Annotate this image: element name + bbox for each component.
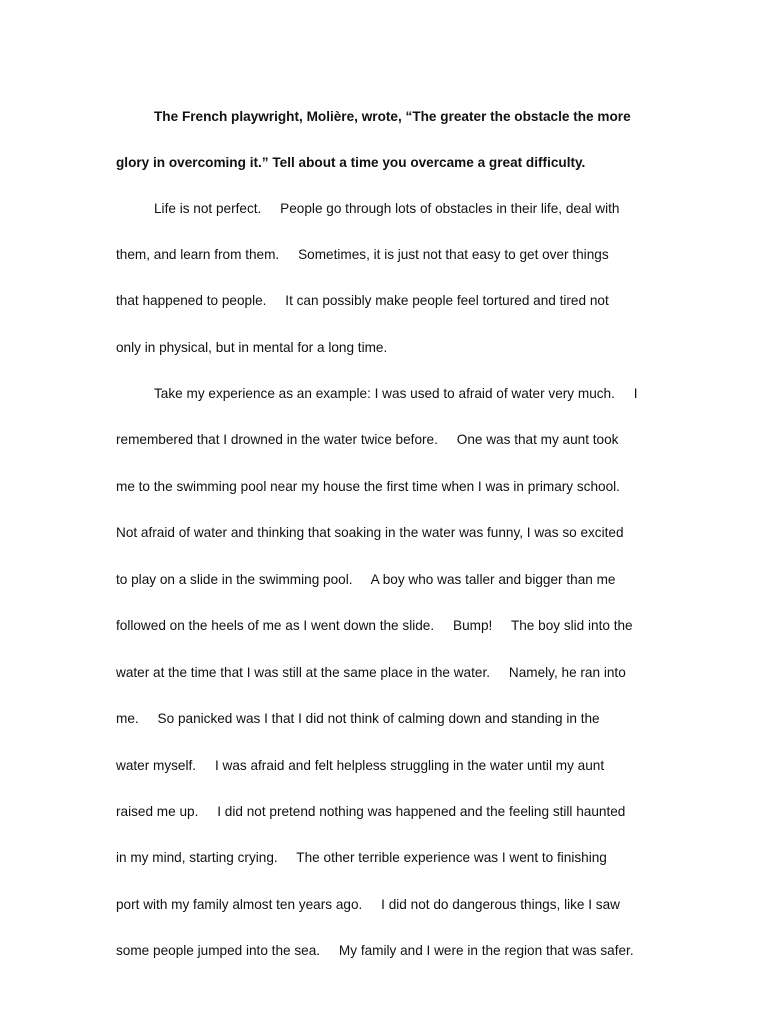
paragraph-2-line-11: in my mind, starting crying. The other terrible experience was I went to finishing	[116, 850, 607, 865]
paragraph-2-line-2: remembered that I drowned in the water twice before. One was that my aunt took	[116, 432, 619, 447]
paragraph-1-line-4: only in physical, but in mental for a long time.	[116, 340, 388, 355]
paragraph-2-line-13: some people jumped into the sea. My family and I were in the region that was safer.	[116, 943, 634, 958]
paragraph-1-line-3: that happened to people. It can possibly make people feel tortured and tired not	[116, 293, 609, 308]
paragraph-2-line-4: Not afraid of water and thinking that soaking in the water was funny, I was so excited	[116, 525, 624, 540]
paragraph-2-line-10: raised me up. I did not pretend nothing was happened and the feeling still haunted	[116, 804, 626, 819]
paragraph-2-line-3: me to the swimming pool near my house the first time when I was in primary school.	[116, 479, 620, 494]
paragraph-2-line-5: to play on a slide in the swimming pool. A boy who was taller and bigger than me	[116, 572, 616, 587]
paragraph-1-line-1: Life is not perfect. People go through lots of obstacles in their life, deal with	[154, 201, 620, 216]
paragraph-2-line-9: water myself. I was afraid and felt helpless struggling in the water until my aunt	[116, 758, 605, 773]
paragraph-2-line-8: me. So panicked was I that I did not think of calming down and standing in the	[116, 711, 600, 726]
paragraph-2-line-7: water at the time that I was still at the same place in the water. Namely, he ran into	[116, 665, 626, 680]
paragraph-2-line-12: port with my family almost ten years ago. I did not do dangerous things, like I saw	[116, 897, 620, 912]
paragraph-2-line-1: Take my experience as an example: I was used to afraid of water very much. I	[154, 386, 638, 401]
paragraph-2-line-6: followed on the heels of me as I went down the slide. Bump! The boy slid into the	[116, 618, 633, 633]
prompt-line-2: glory in overcoming it.” Tell about a time you overcame a great difficulty.	[116, 155, 586, 170]
prompt-line-1: The French playwright, Molière, wrote, “The greater the obstacle the more	[154, 109, 631, 124]
paragraph-1-line-2: them, and learn from them. Sometimes, it is just not that easy to get over things	[116, 247, 609, 262]
